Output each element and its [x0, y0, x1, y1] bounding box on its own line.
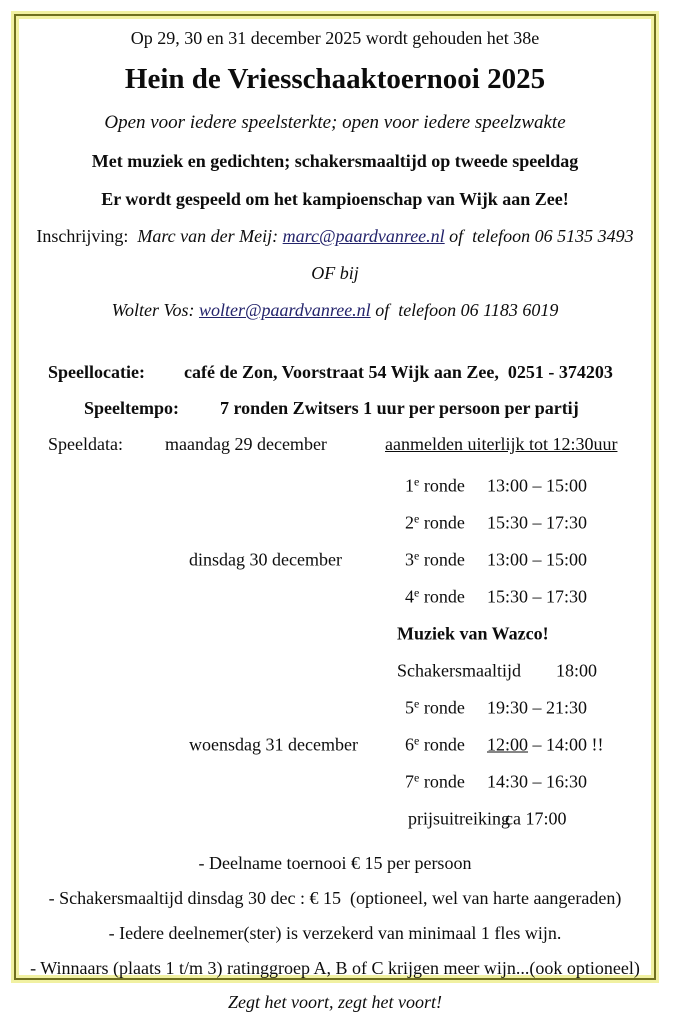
schedule-row-announcement — [19, 615, 651, 652]
schedule-row — [19, 541, 651, 578]
round-time: 19:30 – 21:30 — [487, 697, 588, 717]
dates-row — [19, 434, 651, 458]
music-announcement: Muziek van Wazco! — [397, 623, 549, 643]
note-line: - Deelname toernooi € 15 per persoon — [198, 853, 472, 873]
registration-line-1 — [19, 224, 651, 248]
contact1-name: Marc van der Meij: — [137, 226, 283, 246]
location-label: Speellocatie: — [48, 362, 145, 382]
footer-slogan: Zegt het voort, zegt het voort! — [228, 992, 442, 1012]
details-block — [19, 362, 651, 458]
tempo-value: 7 ronden Zwitsers 1 uur per persoon per partij — [220, 398, 579, 418]
flyer-page — [16, 16, 654, 1012]
round-time: 12:00 – 14:00 !! — [487, 734, 604, 754]
note-line: - Winnaars (plaats 1 t/m 3) ratinggroep A, B of C krijgen meer wijn...(ook optioneel) — [30, 958, 640, 978]
round-label: 5e ronde — [405, 696, 465, 717]
round-time: 14:30 – 16:30 — [487, 771, 588, 791]
contact2-name: Wolter Vos: — [111, 300, 199, 320]
schedule-row — [19, 652, 651, 689]
round-time: 15:30 – 17:30 — [487, 512, 588, 532]
championship-line: Er wordt gespeeld om het kampioenschap van Wijk aan Zee! — [101, 189, 569, 209]
round-label: 3e ronde — [405, 548, 465, 569]
music-line: Met muziek en gedichten; schakersmaaltijd op tweede speeldag — [91, 151, 579, 171]
tempo-row — [19, 398, 651, 422]
schedule — [19, 467, 651, 837]
schedule-row — [19, 467, 651, 504]
contact1-phone: of telefoon 06 5135 3493 — [444, 226, 634, 246]
event-label: Schakersmaaltijd — [397, 660, 521, 680]
page-frame-mid — [14, 14, 656, 1012]
event-label: prijsuitreiking — [408, 808, 510, 828]
contact2-phone: of telefoon 06 1183 6019 — [370, 300, 559, 320]
location-value: café de Zon, Voorstraat 54 Wijk aan Zee, 0251 - 374203 — [184, 362, 613, 382]
round-label: 4e ronde — [405, 585, 465, 606]
page-title: Hein de Vriesschaaktoernooi 2025 — [124, 63, 546, 95]
contact1-email-link[interactable]: marc@paardvanree.nl — [282, 226, 445, 246]
schedule-row — [19, 800, 651, 837]
round-label: 6e ronde — [405, 733, 465, 754]
round-time: 13:00 – 15:00 — [487, 475, 588, 495]
registration-label: Inschrijving: — [36, 226, 138, 246]
note-line: - Schakersmaaltijd dinsdag 30 dec : € 15 (optioneel, wel van harte aangeraden) — [48, 888, 622, 908]
dates-note: aanmelden uiterlijk tot 12:30uur — [385, 434, 618, 454]
intro-line: Op 29, 30 en 31 december 2025 wordt gehouden het 38e — [130, 28, 540, 48]
registration-line-2 — [19, 298, 651, 322]
subtitle-line: Open voor iedere speelsterkte; open voor iedere speelzwakte — [104, 112, 566, 133]
dates-label: Speeldata: — [48, 434, 123, 454]
schedule-day: dinsdag 30 december — [189, 549, 342, 569]
page-frame — [11, 11, 659, 1012]
or-line: OF bij — [311, 263, 359, 283]
notes-block — [19, 846, 651, 986]
dates-day: maandag 29 december — [165, 434, 327, 454]
schedule-row — [19, 763, 651, 800]
round-time: 13:00 – 15:00 — [487, 549, 588, 569]
event-time: ca 17:00 — [505, 808, 567, 828]
event-time: 18:00 — [556, 660, 598, 680]
contact2-email-link[interactable]: wolter@paardvanree.nl — [198, 300, 371, 320]
schedule-row — [19, 578, 651, 615]
round-label: 7e ronde — [405, 770, 465, 791]
schedule-row — [19, 689, 651, 726]
round-label: 1e ronde — [405, 474, 465, 495]
schedule-row — [19, 504, 651, 541]
schedule-day: woensdag 31 december — [189, 734, 358, 754]
note-line: - Iedere deelnemer(ster) is verzekerd van minimaal 1 fles wijn. — [108, 923, 562, 943]
schedule-row — [19, 726, 651, 763]
round-time: 15:30 – 17:30 — [487, 586, 588, 606]
tempo-label: Speeltempo: — [84, 398, 179, 418]
round-label: 2e ronde — [405, 511, 465, 532]
location-row — [19, 362, 651, 386]
